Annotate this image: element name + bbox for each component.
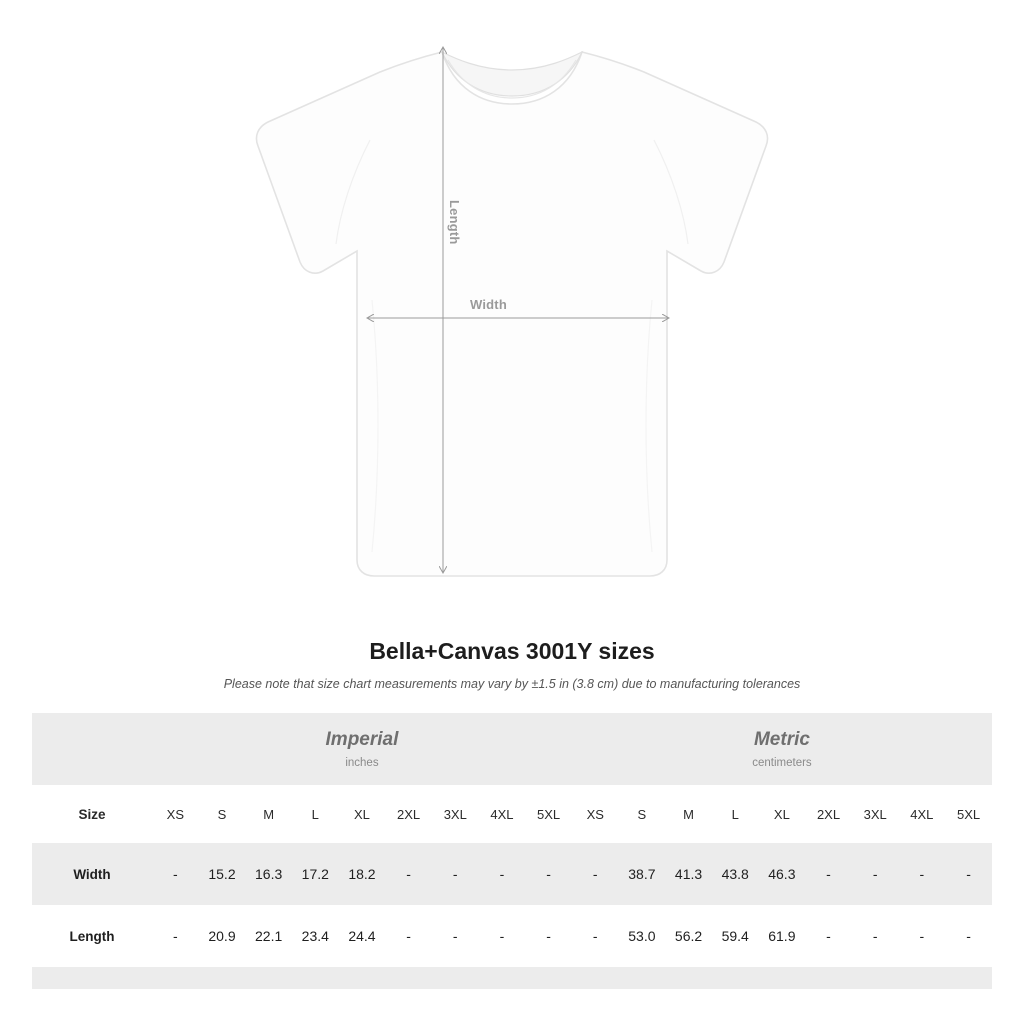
length-metric-xl: 61.9 xyxy=(768,928,796,944)
width-imperial-xs: - xyxy=(152,843,199,905)
width-imperial-5xl: - xyxy=(525,843,572,905)
size-chart-table xyxy=(32,713,992,989)
unit-metric-name: Metric xyxy=(753,728,810,750)
width-imperial-l: 17.2 xyxy=(292,843,339,905)
unit-imperial-name: Imperial xyxy=(325,728,399,750)
size-header-imperial-m: M xyxy=(245,785,292,843)
width-imperial-2xl: - xyxy=(385,843,432,905)
size-header-row xyxy=(32,785,992,843)
tolerance-note: Please note that size chart measurements may vary by ±1.5 in (3.8 cm) due to manufacturing tolerances xyxy=(223,677,801,691)
size-header-metric-xs: XS xyxy=(572,785,619,843)
length-imperial-s: 20.9 xyxy=(208,928,236,944)
size-header-label: Size xyxy=(32,785,152,843)
table-footer-cell xyxy=(32,967,992,989)
unit-metric xyxy=(572,713,992,785)
width-metric-l: 43.8 xyxy=(712,843,759,905)
length-imperial-l: 23.4 xyxy=(301,928,329,944)
length-metric-3xl: - xyxy=(872,928,878,944)
width-imperial-4xl: - xyxy=(479,843,526,905)
length-metric-5xl: - xyxy=(966,928,971,944)
size-header-imperial-4xl: 4XL xyxy=(479,785,526,843)
size-header-imperial-xl: XL xyxy=(339,785,386,843)
size-header-metric-m: M xyxy=(665,785,712,843)
unit-imperial xyxy=(152,713,572,785)
length-imperial-2xl: - xyxy=(406,928,411,944)
size-header-metric-4xl: 4XL xyxy=(899,785,946,843)
length-imperial-m: 22.1 xyxy=(255,928,283,944)
length-imperial-xs: - xyxy=(172,928,178,944)
size-header-metric-5xl: 5XL xyxy=(945,785,992,843)
unit-header-row xyxy=(32,713,992,785)
size-chart-table-wrap xyxy=(32,713,992,989)
size-header-imperial-5xl: 5XL xyxy=(525,785,572,843)
length-label: Length xyxy=(447,200,462,245)
size-header-metric-s: S xyxy=(619,785,666,843)
length-metric-2xl: - xyxy=(826,928,831,944)
width-metric-4xl: - xyxy=(899,843,946,905)
unit-imperial-sub: inches xyxy=(345,757,379,770)
length-metric-l: 59.4 xyxy=(721,928,749,944)
table-row xyxy=(32,843,992,905)
length-metric-xs: - xyxy=(592,928,598,944)
width-metric-s: 38.7 xyxy=(619,843,666,905)
width-metric-2xl: - xyxy=(805,843,852,905)
length-imperial-5xl: - xyxy=(546,928,551,944)
length-metric-s: 53.0 xyxy=(628,928,656,944)
width-metric-m: 41.3 xyxy=(665,843,712,905)
unit-metric-sub: centimeters xyxy=(752,757,812,770)
width-imperial-s: 15.2 xyxy=(199,843,246,905)
page-title: Bella+Canvas 3001Y sizes xyxy=(369,638,655,664)
row-label-length: Length xyxy=(69,928,115,944)
length-metric-m: 56.2 xyxy=(674,928,703,944)
size-header-imperial-xs: XS xyxy=(152,785,199,843)
width-label: Width xyxy=(470,297,507,312)
width-metric-xs: - xyxy=(572,843,619,905)
width-metric-xl: 46.3 xyxy=(759,843,806,905)
width-imperial-3xl: - xyxy=(432,843,479,905)
size-header-imperial-3xl: 3XL xyxy=(432,785,479,843)
size-header-metric-2xl: 2XL xyxy=(805,785,852,843)
unit-row-spacer xyxy=(32,713,152,785)
size-header-metric-xl: XL xyxy=(759,785,806,843)
size-header-imperial-l: L xyxy=(292,785,339,843)
size-header-metric-3xl: 3XL xyxy=(852,785,899,843)
tshirt-shape xyxy=(256,52,767,576)
table-footer-band xyxy=(32,967,992,989)
width-imperial-m: 16.3 xyxy=(245,843,292,905)
length-imperial-3xl: - xyxy=(452,928,458,944)
row-label-width: Width xyxy=(32,843,152,905)
length-imperial-xl: 24.4 xyxy=(348,928,376,944)
width-metric-5xl: - xyxy=(945,843,992,905)
width-imperial-xl: 18.2 xyxy=(339,843,386,905)
size-header-metric-l: L xyxy=(712,785,759,843)
length-metric-4xl: - xyxy=(919,928,925,944)
table-row xyxy=(32,905,992,967)
size-header-imperial-s: S xyxy=(199,785,246,843)
size-header-imperial-2xl: 2XL xyxy=(385,785,432,843)
width-metric-3xl: - xyxy=(852,843,899,905)
title-block xyxy=(0,638,1024,691)
length-imperial-4xl: - xyxy=(499,928,505,944)
